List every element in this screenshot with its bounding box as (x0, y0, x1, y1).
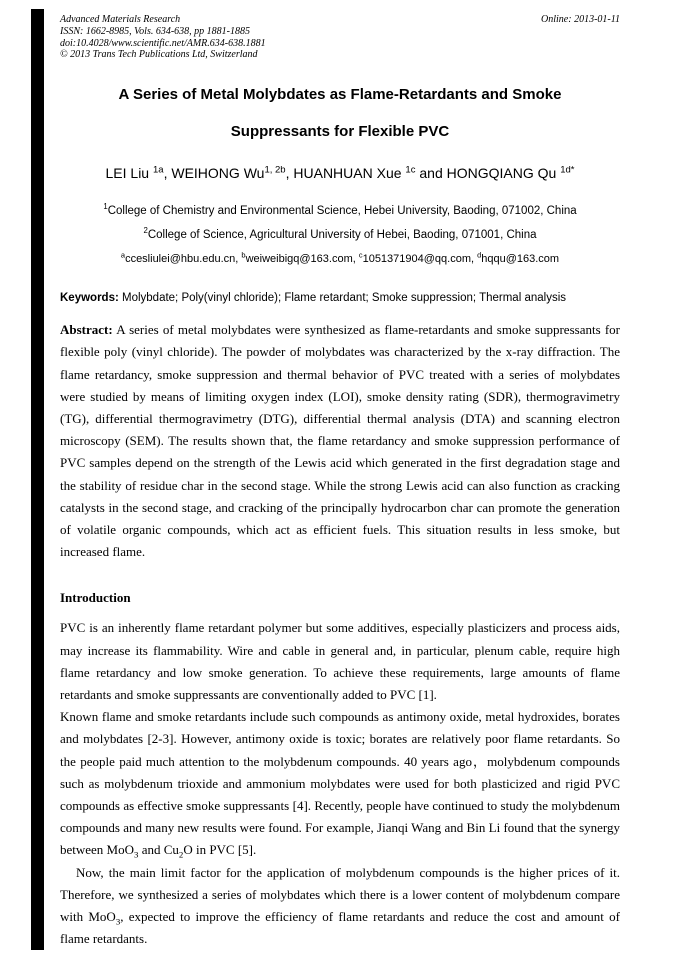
scan-edge-bar (31, 9, 44, 950)
keywords-text: Molybdate; Poly(vinyl chloride); Flame retardant; Smoke suppression; Thermal analysis (118, 292, 566, 305)
abstract-text: A series of metal molybdates were synthesized as flame-retardants and smoke suppressants for flexible poly (vinyl chloride). The powder of molybdates was characterized by the x-ray diffraction. The flame retardancy, smoke suppression and thermal behavior of PVC treated with a series of molybdates were studied by means of limiting oxygen index (LOI), smoke density rating (SDR), thermogravimetry (TG), differential thermogravimetry (DTG), differential thermal analysis (DTA) and scanning electron microscopy (SEM). The results shown that, the flame retardancy and smoke suppression performance of PVC samples depend on the strength of the Lewis acid which generated in the first degradation stage and the stability of residue char in the second stage. While the strong Lewis acid can also function as cracking catalysts in the second stage, and cracking of the principally hydrocarbon char can promote the generation of volatile organic compounds, which act as efficient fuels. This situation results in less smoke, but increased flame. (60, 322, 620, 560)
emails-line: $^a$ccesliulei@hbu.edu.cn, $^b$weiweibigq@163.com, $^c$1051371904@qq.com, $^d$hqqu@163.com (120, 250, 560, 266)
doi-line: doi:10.4028/www.scientific.net/AMR.634-638.1881 (60, 37, 266, 49)
affiliation-1: $^1$College of Chemistry and Environmental Science, Hebei University, Baoding, 071002, China (103, 202, 577, 218)
copyright-line: © 2013 Trans Tech Publications Ltd, Switzerland (60, 49, 258, 61)
paper-title-line-1: A Series of Metal Molybdates as Flame-Retardants and Smoke (118, 86, 562, 104)
intro-paragraph-2: Known flame and smoke retardants include such compounds as antimony oxide, metal hydroxides, borates and molybdates [2-3]. However, antimony oxide is toxic; borates are relatively poor flame retardants. So the people paid much attention to the molybdenum compounds. 40 years ago，molybdenum compounds such as molybdenum trioxide and ammonium molybdates were used for both plasticized and rigid PVC compounds as effective smoke suppressants [4]. Recently, people have continued to study the molybdenum compounds and many new results were found. For example, Jianqi Wang and Bin Li found that the synergy between MoO$_3$ and $Cu_2O$ in PVC [5]. (60, 709, 620, 861)
section-heading-introduction: Introduction (60, 590, 131, 606)
keywords-label: Keywords: (60, 292, 119, 305)
journal-header (60, 14, 620, 61)
keywords-line (60, 292, 620, 304)
online-date: Online: 2013-01-11 (541, 14, 620, 25)
abstract-label: Abstract: (60, 322, 113, 338)
affiliation-2: $^2$College of Science, Agricultural University of Hebei, Baoding, 071001, China (143, 226, 537, 242)
paper-title-line-2: Suppressants for Flexible PVC (230, 123, 450, 141)
authors-line: LEI Liu $^{1a}$, WEIHONG $Wu^{1, 2b}$, HUANHUAN Xue $^{1c}$ and HONGQIANG Qu $^{1d*}$ (105, 164, 575, 182)
journal-name: Advanced Materials Research (60, 14, 181, 25)
paper-title (60, 87, 620, 140)
journal-header-left (60, 14, 266, 61)
intro-paragraph-1: PVC is an inherently flame retardant polymer but some additives, especially plasticizers and process aids, may increase its flammability. Wire and cable in general and, in particular, plenum cable, require high flame retardancy and low smoke generation. To achieve these requirements, large amounts of flame retardants and smoke suppressants are conventionally added to PVC [1]. (60, 620, 620, 703)
page-content (60, 14, 620, 950)
intro-paragraph-3: Now, the main limit factor for the application of molybdenum compounds is the higher prices of it. Therefore, we synthesized a series of molybdates which there is a lower content of molybdenum compare with MoO$_3$, expected to improve the efficiency of flame retardants and reduce the cost and amount of flame retardants. (60, 864, 620, 947)
abstract (60, 319, 620, 563)
issn-line: ISSN: 1662-8985, Vols. 634-638, pp 1881-1885 (60, 25, 250, 37)
